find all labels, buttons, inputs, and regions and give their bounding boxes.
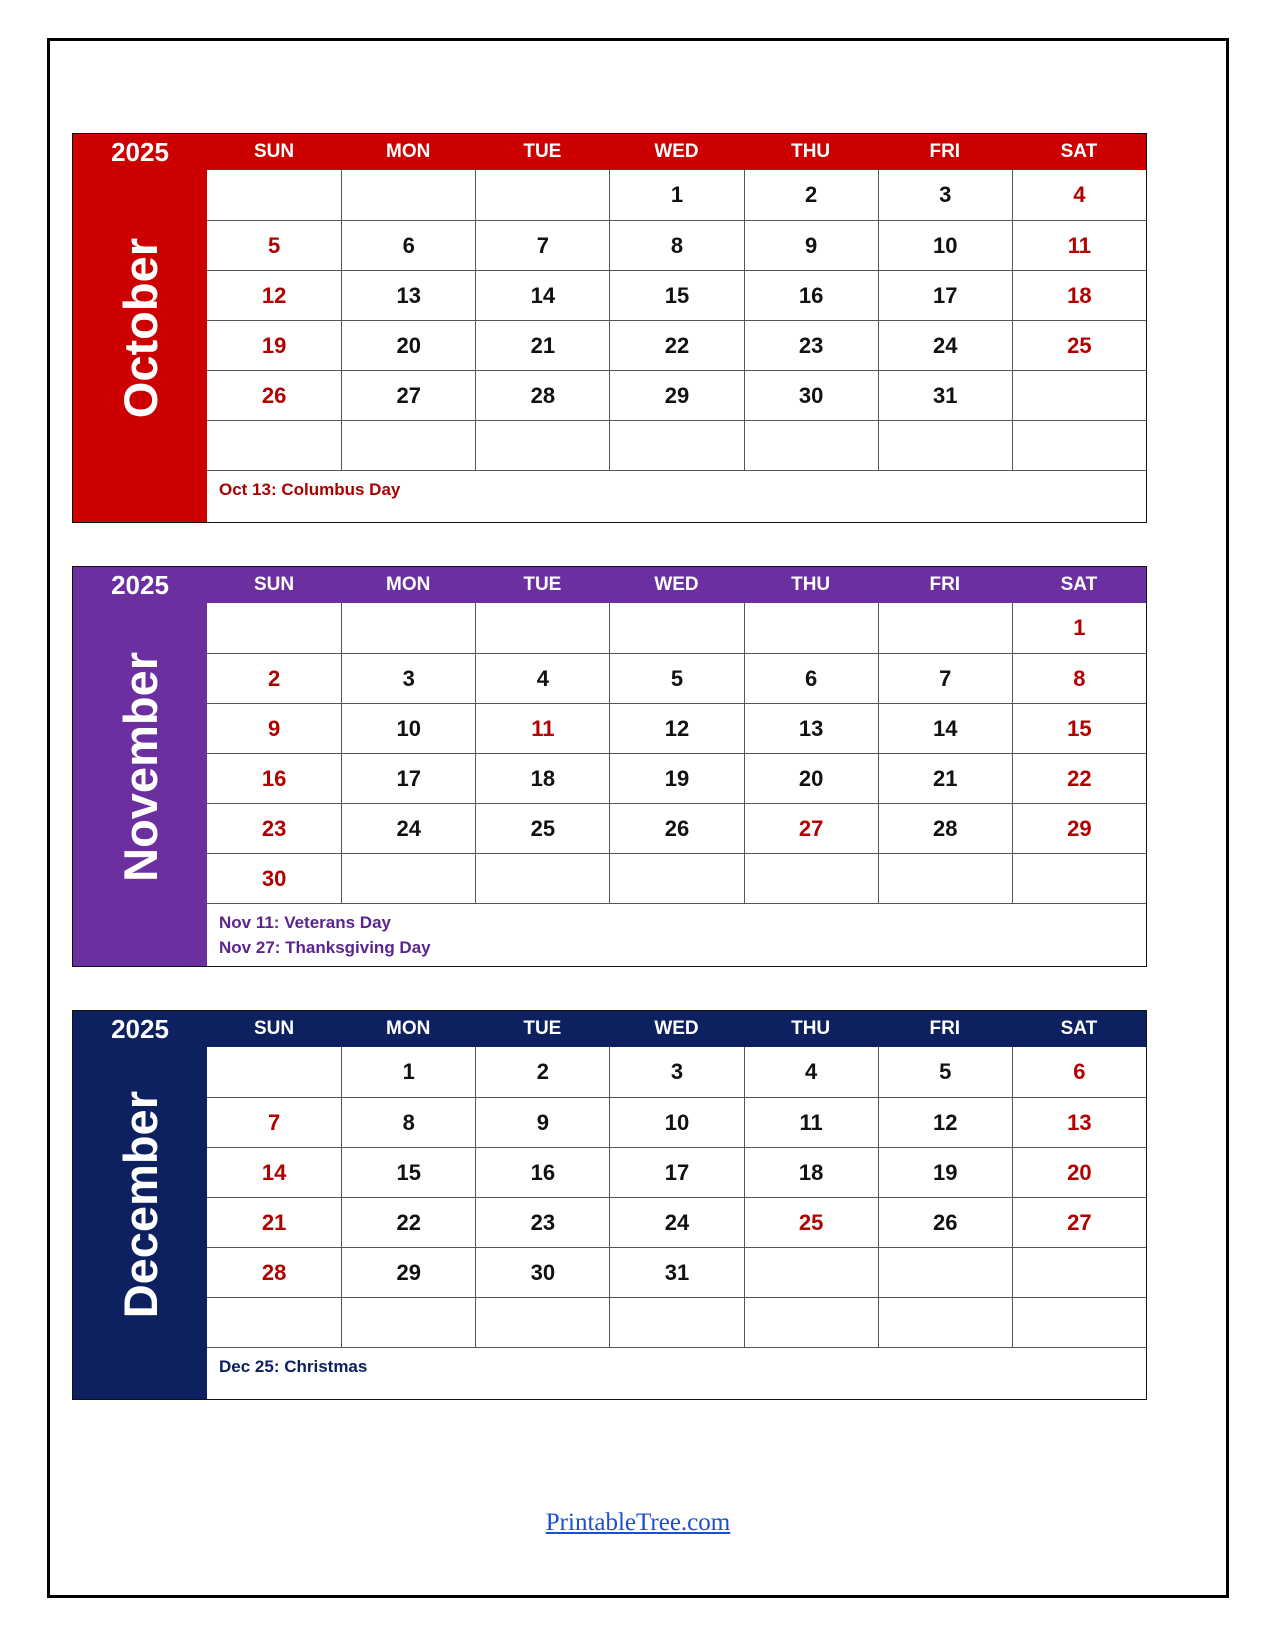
weekday-sat: SAT (1012, 134, 1146, 170)
day-cell: 28 (878, 803, 1012, 853)
day-cell-empty (207, 603, 341, 653)
day-cell: 10 (609, 1097, 743, 1147)
day-cell-empty (341, 603, 475, 653)
holiday-note: Nov 27: Thanksgiving Day (219, 938, 431, 957)
day-cell: 15 (1012, 703, 1146, 753)
day-cell: 21 (207, 1197, 341, 1247)
day-cell: 15 (609, 270, 743, 320)
weekday-fri: FRI (878, 567, 1012, 603)
day-cell: 1 (341, 1047, 475, 1097)
holiday-note: Oct 13: Columbus Day (219, 480, 401, 499)
day-cell: 8 (609, 220, 743, 270)
day-cell: 10 (878, 220, 1012, 270)
weekday-header-november (207, 567, 1146, 603)
month-side-october (73, 134, 207, 522)
month-name-october: October (113, 237, 167, 419)
day-cell: 28 (207, 1247, 341, 1297)
day-cell: 6 (1012, 1047, 1146, 1097)
month-side-december (73, 1011, 207, 1399)
day-cell-empty (475, 1297, 609, 1347)
day-cell: 9 (744, 220, 878, 270)
day-cell-empty (878, 420, 1012, 470)
day-cell: 16 (207, 753, 341, 803)
weekday-tue: TUE (475, 134, 609, 170)
day-cell: 16 (475, 1147, 609, 1197)
day-cell-empty (744, 603, 878, 653)
notes-october (207, 470, 1146, 522)
day-grid-december (207, 1047, 1146, 1347)
day-cell: 23 (207, 803, 341, 853)
day-cell: 25 (1012, 320, 1146, 370)
day-cell: 23 (744, 320, 878, 370)
day-cell: 4 (744, 1047, 878, 1097)
year-label-november: 2025 (111, 570, 169, 600)
holiday-note: Dec 25: Christmas (219, 1357, 368, 1376)
month-block-october (72, 133, 1147, 523)
weekday-mon: MON (341, 1011, 475, 1047)
weekday-sun: SUN (207, 1011, 341, 1047)
day-cell: 25 (744, 1197, 878, 1247)
day-cell: 5 (207, 220, 341, 270)
weekday-tue: TUE (475, 1011, 609, 1047)
day-cell: 24 (341, 803, 475, 853)
day-cell-empty (1012, 853, 1146, 903)
day-cell-empty (1012, 1247, 1146, 1297)
day-cell: 30 (207, 853, 341, 903)
day-cell: 13 (341, 270, 475, 320)
day-cell: 14 (475, 270, 609, 320)
day-cell: 30 (475, 1247, 609, 1297)
holiday-note: Nov 11: Veterans Day (219, 913, 391, 932)
notes-december (207, 1347, 1146, 1399)
day-cell: 20 (341, 320, 475, 370)
day-cell: 13 (744, 703, 878, 753)
day-cell-empty (878, 1247, 1012, 1297)
day-cell: 4 (1012, 170, 1146, 220)
day-cell: 29 (341, 1247, 475, 1297)
weekday-thu: THU (744, 1011, 878, 1047)
calendar-body (72, 133, 1147, 1400)
day-cell-empty (341, 853, 475, 903)
day-cell: 25 (475, 803, 609, 853)
month-grid-october (72, 133, 1147, 523)
day-cell: 19 (878, 1147, 1012, 1197)
day-cell: 3 (609, 1047, 743, 1097)
weekday-tue: TUE (475, 567, 609, 603)
day-cell: 27 (1012, 1197, 1146, 1247)
weekday-sat: SAT (1012, 567, 1146, 603)
day-cell: 24 (609, 1197, 743, 1247)
year-label-october: 2025 (111, 137, 169, 167)
month-right-october (207, 134, 1146, 522)
month-grid-december (72, 1010, 1147, 1400)
day-cell-empty (207, 1297, 341, 1347)
day-cell: 1 (1012, 603, 1146, 653)
day-cell-empty (475, 170, 609, 220)
day-cell-empty (1012, 1297, 1146, 1347)
day-cell: 29 (609, 370, 743, 420)
day-cell-empty (475, 853, 609, 903)
day-cell: 14 (878, 703, 1012, 753)
day-cell: 19 (609, 753, 743, 803)
day-cell: 8 (341, 1097, 475, 1147)
day-cell-empty (341, 420, 475, 470)
day-cell-empty (1012, 370, 1146, 420)
day-cell: 20 (744, 753, 878, 803)
day-cell-empty (744, 1247, 878, 1297)
day-cell: 14 (207, 1147, 341, 1197)
day-cell: 6 (744, 653, 878, 703)
day-cell: 9 (207, 703, 341, 753)
day-cell: 7 (878, 653, 1012, 703)
day-cell-empty (207, 170, 341, 220)
day-cell: 26 (878, 1197, 1012, 1247)
month-grid-november (72, 566, 1147, 967)
month-side-november (73, 567, 207, 966)
weekday-wed: WED (609, 567, 743, 603)
day-cell: 1 (609, 170, 743, 220)
day-grid-october (207, 170, 1146, 470)
day-cell-empty (744, 1297, 878, 1347)
day-cell: 22 (1012, 753, 1146, 803)
day-cell-empty (609, 420, 743, 470)
day-cell-empty (878, 1297, 1012, 1347)
day-cell: 16 (744, 270, 878, 320)
day-cell: 10 (341, 703, 475, 753)
day-cell: 27 (744, 803, 878, 853)
month-right-december (207, 1011, 1146, 1399)
day-cell: 13 (1012, 1097, 1146, 1147)
day-cell-empty (207, 1047, 341, 1097)
weekday-wed: WED (609, 134, 743, 170)
day-cell: 12 (609, 703, 743, 753)
day-cell: 29 (1012, 803, 1146, 853)
day-cell: 11 (475, 703, 609, 753)
day-cell: 22 (609, 320, 743, 370)
weekday-mon: MON (341, 134, 475, 170)
footer (50, 1509, 1226, 1537)
footer-link[interactable]: PrintableTree.com (545, 1509, 731, 1536)
day-cell: 17 (341, 753, 475, 803)
month-block-december (72, 1010, 1147, 1400)
notes-november (207, 903, 1146, 966)
day-cell: 3 (341, 653, 475, 703)
weekday-thu: THU (744, 567, 878, 603)
weekday-header-october (207, 134, 1146, 170)
day-cell: 20 (1012, 1147, 1146, 1197)
month-name-december: December (113, 1091, 167, 1319)
weekday-header-december (207, 1011, 1146, 1047)
day-cell: 2 (475, 1047, 609, 1097)
day-cell: 21 (878, 753, 1012, 803)
day-cell-empty (475, 603, 609, 653)
day-cell: 31 (878, 370, 1012, 420)
day-cell: 22 (341, 1197, 475, 1247)
day-cell: 24 (878, 320, 1012, 370)
weekday-fri: FRI (878, 134, 1012, 170)
weekday-fri: FRI (878, 1011, 1012, 1047)
day-cell: 2 (207, 653, 341, 703)
day-cell: 18 (475, 753, 609, 803)
day-cell: 23 (475, 1197, 609, 1247)
day-cell: 11 (744, 1097, 878, 1147)
day-cell-empty (609, 1297, 743, 1347)
calendar-page (47, 38, 1229, 1598)
day-cell: 12 (878, 1097, 1012, 1147)
day-cell: 17 (609, 1147, 743, 1197)
day-cell: 12 (207, 270, 341, 320)
day-cell: 7 (207, 1097, 341, 1147)
day-cell: 2 (744, 170, 878, 220)
day-cell: 26 (609, 803, 743, 853)
weekday-sat: SAT (1012, 1011, 1146, 1047)
day-cell: 7 (475, 220, 609, 270)
month-right-november (207, 567, 1146, 966)
weekday-mon: MON (341, 567, 475, 603)
weekday-wed: WED (609, 1011, 743, 1047)
day-cell: 17 (878, 270, 1012, 320)
day-cell: 18 (1012, 270, 1146, 320)
day-cell-empty (878, 853, 1012, 903)
day-cell: 28 (475, 370, 609, 420)
day-cell: 27 (341, 370, 475, 420)
day-cell: 30 (744, 370, 878, 420)
day-cell: 3 (878, 170, 1012, 220)
month-block-november (72, 566, 1147, 967)
day-cell-empty (341, 1297, 475, 1347)
day-cell: 31 (609, 1247, 743, 1297)
day-cell: 15 (341, 1147, 475, 1197)
day-cell-empty (1012, 420, 1146, 470)
day-cell: 9 (475, 1097, 609, 1147)
day-cell-empty (609, 853, 743, 903)
day-cell-empty (341, 170, 475, 220)
day-cell-empty (609, 603, 743, 653)
day-cell-empty (744, 420, 878, 470)
year-label-december: 2025 (111, 1014, 169, 1044)
weekday-sun: SUN (207, 134, 341, 170)
day-cell: 5 (878, 1047, 1012, 1097)
weekday-sun: SUN (207, 567, 341, 603)
day-cell: 26 (207, 370, 341, 420)
weekday-thu: THU (744, 134, 878, 170)
day-cell: 8 (1012, 653, 1146, 703)
day-cell: 18 (744, 1147, 878, 1197)
day-cell-empty (207, 420, 341, 470)
day-grid-november (207, 603, 1146, 903)
day-cell-empty (744, 853, 878, 903)
day-cell-empty (475, 420, 609, 470)
day-cell-empty (878, 603, 1012, 653)
day-cell: 19 (207, 320, 341, 370)
month-name-november: November (113, 651, 167, 882)
day-cell: 11 (1012, 220, 1146, 270)
day-cell: 5 (609, 653, 743, 703)
day-cell: 4 (475, 653, 609, 703)
day-cell: 6 (341, 220, 475, 270)
day-cell: 21 (475, 320, 609, 370)
